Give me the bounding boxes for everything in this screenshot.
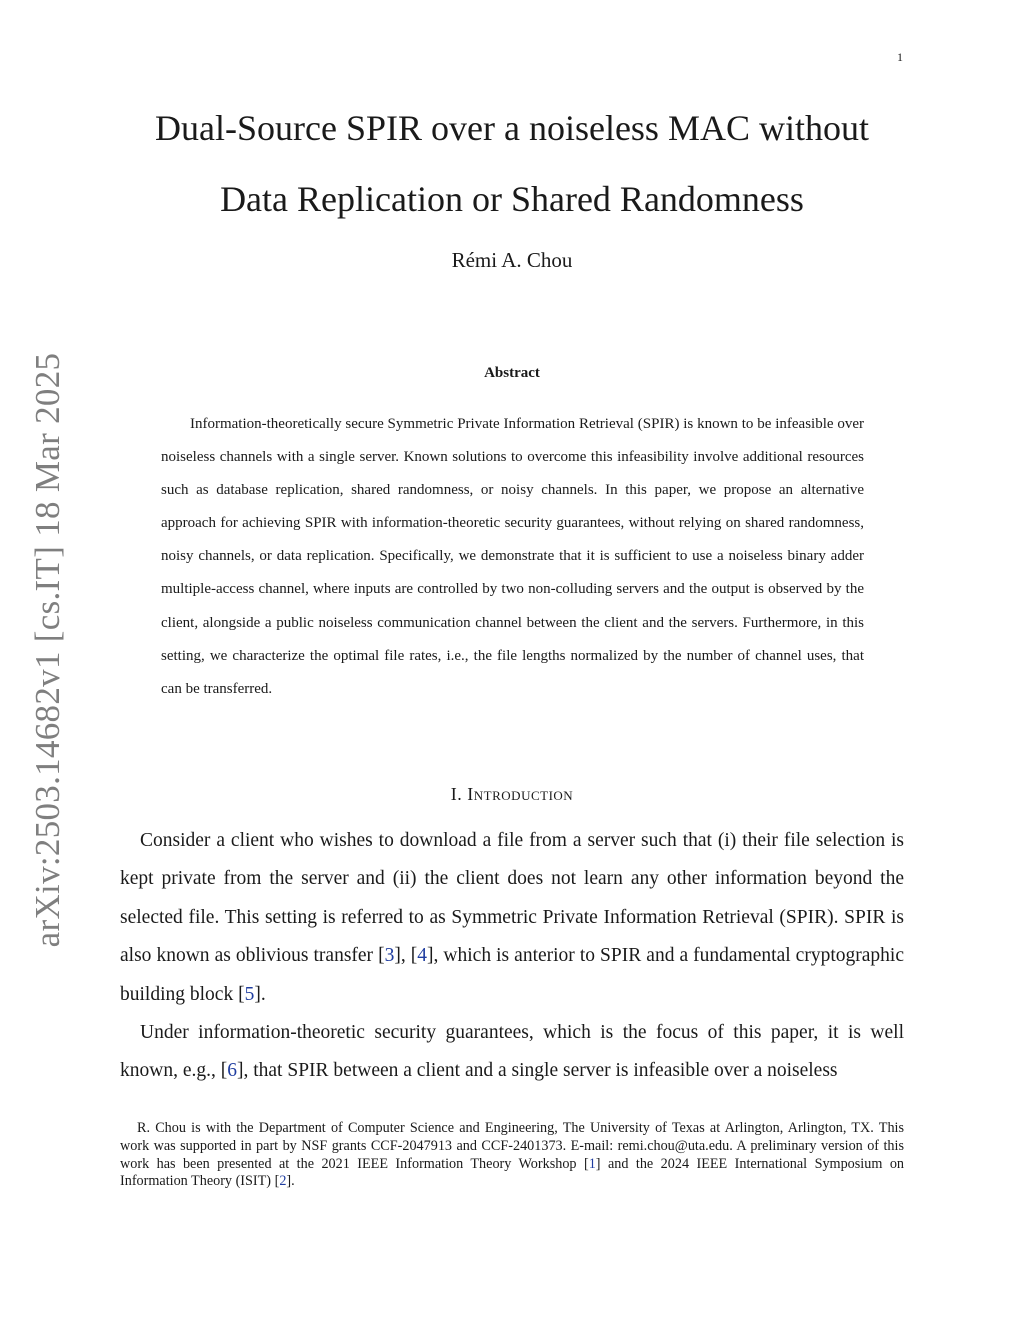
paper-title	[100, 93, 924, 235]
text-run: ], that SPIR between a client and a single server is infeasible over a noiseless	[236, 1060, 838, 1082]
arxiv-identifier-stamp: arXiv:2503.14682v1 [cs.IT] 18 Mar 2025	[28, 352, 67, 948]
section-title: Introduction	[467, 784, 574, 804]
author-name: Rémi A. Chou	[451, 248, 573, 272]
text-run: ], which is anterior to SPIR and a fundamental cryptographic building block [	[120, 945, 904, 1005]
section-numeral: I.	[450, 784, 463, 804]
citation-link-1[interactable]: 1	[588, 1155, 596, 1172]
text-run: ].	[254, 983, 266, 1005]
text-run: Consider a client who wishes to download a file from a server such that (i) their file selection is kept private from the server and (ii) the client does not learn any other information beyond the selected file. This setting is referred to as Symmetric Private Information Retrieval (SPIR). SPIR is also known as oblivious transfer [	[120, 830, 904, 967]
citation-link-3[interactable]: 3	[384, 945, 395, 967]
citation-link-4[interactable]: 4	[417, 945, 427, 967]
intro-paragraph-2	[120, 1014, 904, 1091]
citation-link-2[interactable]: 2	[279, 1173, 287, 1190]
citation-link-6[interactable]: 6	[227, 1060, 237, 1082]
introduction-body	[120, 822, 904, 1091]
citation-link-5[interactable]: 5	[244, 983, 255, 1005]
paper-title-line-1: Dual-Source SPIR over a noiseless MAC without	[155, 108, 869, 148]
text-run: ].	[286, 1173, 295, 1190]
section-heading-introduction	[0, 784, 1024, 805]
author-footnote	[120, 1120, 904, 1191]
text-run: ], [	[394, 945, 418, 967]
abstract-body: Information-theoretically secure Symmetric Private Information Retrieval (SPIR) is known to be infeasible over noiseless channels with a single server. Known solutions to overcome this infeasibility involve additional resources such as database replication, shared randomness, or noisy channels. In this paper, we propose an alternative approach for achieving SPIR with information-theoretic security guarantees, without relying on shared randomness, noisy channels, or data replication. Specifically, we demonstrate that it is sufficient to use a noiseless binary adder multiple-access channel, where inputs are controlled by two non-colluding servers and the output is observed by the client, alongside a public noiseless communication channel between the client and the servers. Furthermore, in this setting, we characterize the optimal file rates, i.e., the file lengths normalized by the number of channel uses, that can be transferred.	[161, 416, 864, 697]
text-run: R. Chou is with the Department of Computer Science and Engineering, The University of Texas at Arlington, Arlington, TX. This work was supported in part by NSF grants CCF-2047913 and CCF-2401373. E-mail: remi.chou@uta.edu. A preliminary version of this work has been presented at the 2021 IEEE Information Theory Workshop [	[120, 1120, 904, 1172]
page-number: 1	[897, 50, 903, 64]
abstract-heading: Abstract	[484, 365, 540, 381]
intro-paragraph-1	[120, 822, 904, 1014]
text-run: Under information-theoretic security guarantees, which is the focus of this paper, it is well known, e.g., [	[120, 1022, 904, 1082]
text-run: ] and the 2024 IEEE International Symposium on Information Theory (ISIT) [	[120, 1155, 905, 1190]
paper-title-line-2: Data Replication or Shared Randomness	[220, 179, 804, 219]
